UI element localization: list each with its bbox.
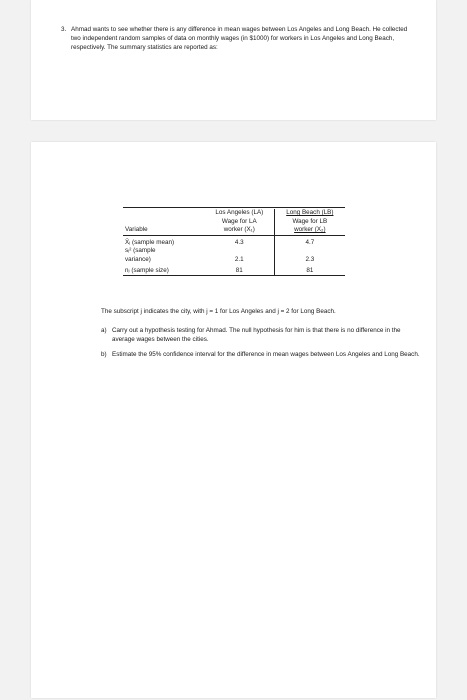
header-los-angeles [205, 209, 274, 235]
header-lb-line-1: Long Beach (LB) [286, 209, 334, 216]
cell-lb-value: 2.3 [305, 255, 315, 263]
subscript-note: The subscript j indicates the city, with j = 1 for Los Angeles and j = 2 for Long Beach. [101, 308, 336, 315]
question-block [61, 25, 411, 53]
header-la-line-1: Los Angeles (LA) [215, 209, 264, 216]
cell-lb-value: 4.7 [305, 238, 315, 246]
question-parts [101, 326, 421, 366]
header-long-beach [274, 209, 345, 235]
part-label: b) [101, 351, 107, 359]
question-number: 3. [61, 26, 67, 33]
document-page-2 [31, 142, 436, 698]
part-text: Estimate the 95% confidence interval for the difference in mean wages between Los Angeles and Long Beach. [112, 351, 420, 359]
part-text: Carry out a hypothesis testing for Ahmad. The null hypothesis for him is that there is no difference in the average wages between the cities. [112, 327, 401, 344]
cell-la-value: 2.1 [205, 247, 274, 264]
question-text: Ahmad wants to see whether there is any difference in mean wages between Los Angeles and Long Beach. He collected two independent random samples of data on monthly wages (in $1000) for workers in Los Angeles and Long Beach, respectively. The summary statistics are reported as: [71, 26, 408, 52]
question-part-b [101, 350, 421, 359]
table-header-row [123, 209, 345, 235]
cell-la-value: 4.3 [205, 235, 274, 247]
table-row [123, 247, 345, 264]
table-row [123, 265, 345, 276]
header-la-line-2: Wage for LA [221, 217, 257, 225]
header-variable: Variable [125, 226, 148, 234]
row-label: sⱼ² (sample variance) [125, 247, 156, 263]
row-label: X̄ⱼ (sample mean) [125, 238, 175, 246]
part-label: a) [101, 327, 107, 334]
question-part-a [101, 326, 421, 344]
document-page-1 [31, 0, 436, 120]
table-row [123, 235, 345, 247]
row-label: nⱼ (sample size) [123, 265, 205, 276]
header-lb-line-2: Wage for LB [292, 217, 328, 225]
header-lb-line-3: worker (X₂) [294, 226, 326, 234]
header-la-line-3: worker (X₁) [223, 226, 255, 234]
cell-la-value: 81 [205, 265, 274, 276]
cell-lb-value: 81 [274, 265, 345, 276]
summary-statistics-table [123, 207, 345, 276]
